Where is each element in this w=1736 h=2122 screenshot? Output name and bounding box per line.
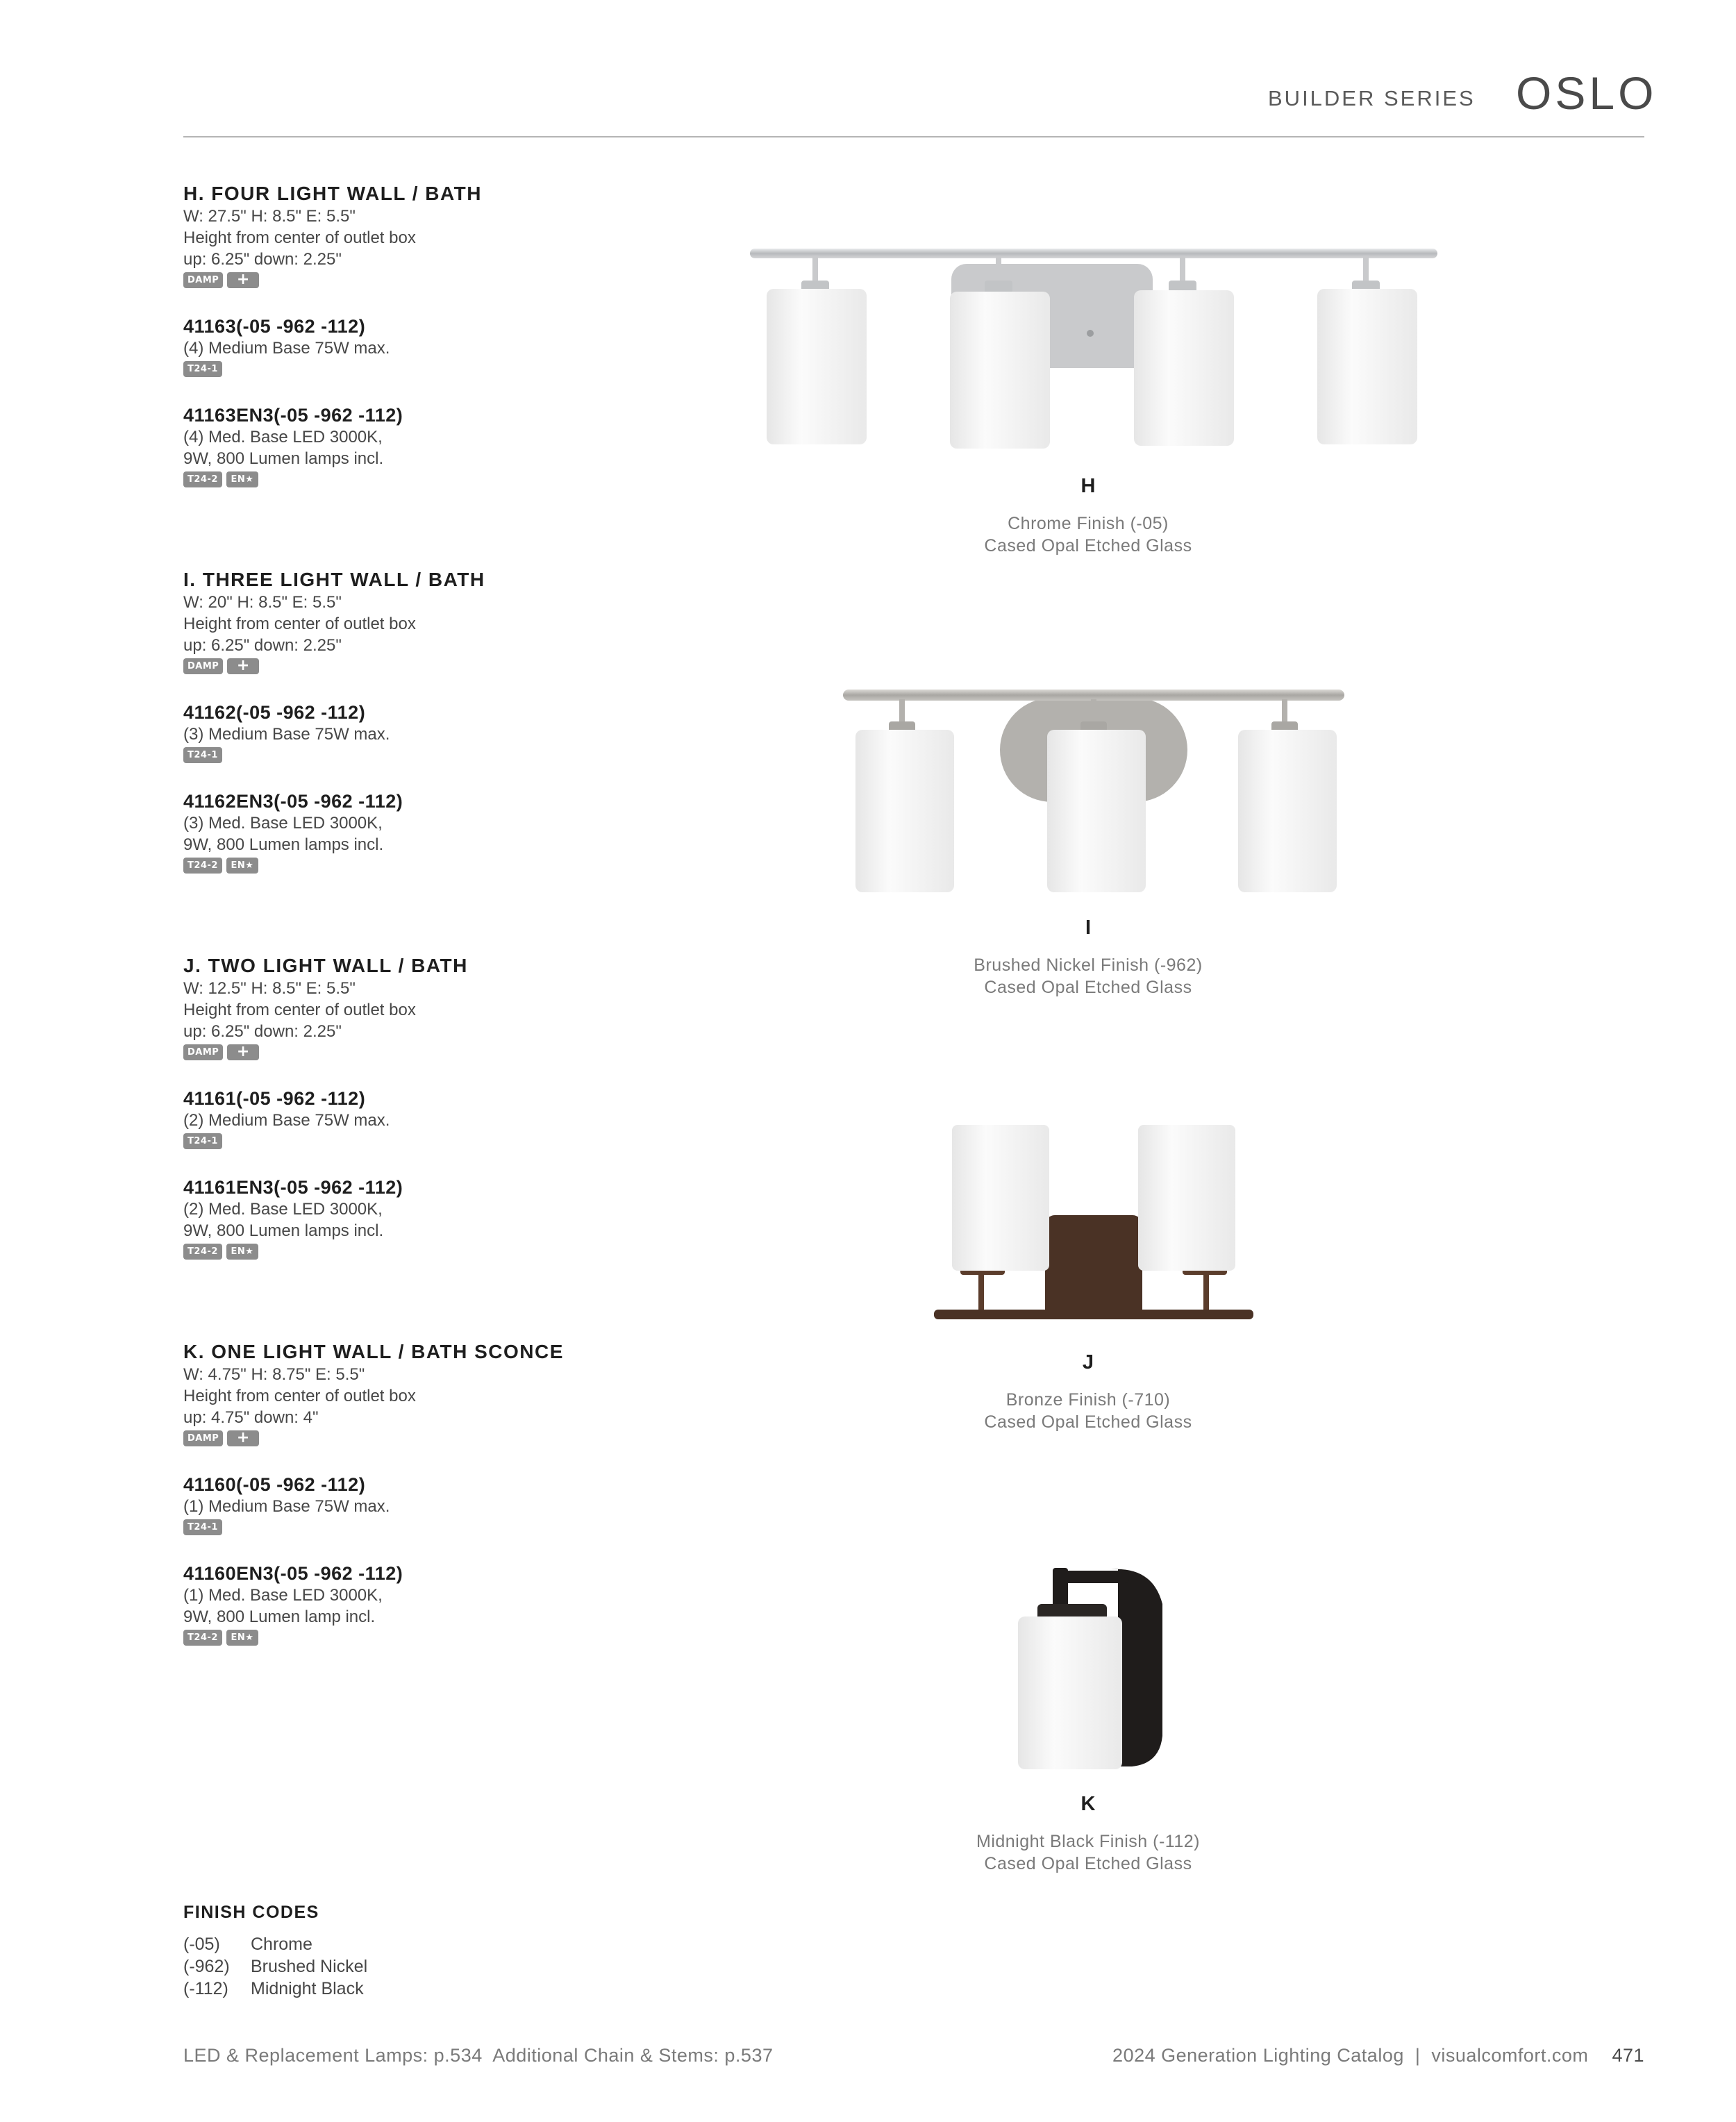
- fixture-i-image: [840, 684, 1347, 899]
- series-label: BUILDER SERIES: [1268, 86, 1476, 110]
- glass-type: Cased Opal Etched Glass: [984, 536, 1192, 555]
- energy-star-badge: EN★: [226, 858, 258, 874]
- model-badges: [183, 1630, 711, 1648]
- model-badges: [183, 361, 711, 379]
- damp-badge: DAMP: [183, 658, 223, 674]
- collection-title: OSLO: [1516, 67, 1658, 119]
- finish-name: Chrome Finish (-05): [1008, 514, 1169, 533]
- figure-caption: [845, 954, 1331, 999]
- glass-type: Cased Opal Etched Glass: [984, 1854, 1192, 1873]
- model-description-2: 9W, 800 Lumen lamps incl.: [183, 1221, 384, 1240]
- figure-letter: K: [1080, 1793, 1096, 1815]
- energy-star-badge: EN★: [226, 1244, 258, 1260]
- finish-name: Midnight Black Finish (-112): [976, 1832, 1200, 1851]
- model-badges: [183, 1133, 711, 1151]
- plus-badge: +: [227, 658, 259, 674]
- figure-letter: J: [1082, 1351, 1094, 1373]
- model-description: (2) Medium Base 75W max.: [183, 1111, 390, 1130]
- footer-catalog: [1112, 2045, 1644, 2066]
- model-number: 41161(-05 -962 -112): [183, 1088, 366, 1109]
- figure-letter: H: [1080, 475, 1096, 497]
- fixture-j-image: [934, 1125, 1253, 1333]
- figure-caption: [845, 1830, 1331, 1875]
- fixture-k-image: [1014, 1555, 1174, 1778]
- plus-badge: +: [227, 272, 259, 288]
- finish-code: (-112): [183, 1979, 228, 1998]
- outlet-height-values: up: 4.75" down: 4": [183, 1408, 319, 1427]
- energy-star-badge: EN★: [226, 1630, 258, 1646]
- model-badges: [183, 1519, 711, 1537]
- rating-badges: [183, 1044, 711, 1062]
- damp-badge: DAMP: [183, 1044, 223, 1060]
- model-number: 41160EN3(-05 -962 -112): [183, 1563, 403, 1584]
- model-description: (1) Med. Base LED 3000K,: [183, 1586, 383, 1605]
- outlet-height-label: Height from center of outlet box: [183, 1387, 416, 1405]
- model-description: (3) Medium Base 75W max.: [183, 725, 390, 744]
- product-title: I. THREE LIGHT WALL / BATH: [183, 569, 485, 590]
- t24-badge: T24-1: [183, 747, 222, 763]
- model-description-2: 9W, 800 Lumen lamps incl.: [183, 835, 384, 854]
- product-h-specs: [183, 182, 711, 490]
- model-description: (1) Medium Base 75W max.: [183, 1497, 390, 1516]
- finish-code: (-962): [183, 1957, 230, 1976]
- finish-code-row: [183, 1978, 367, 2000]
- model-number: 41162EN3(-05 -962 -112): [183, 791, 403, 812]
- finish-name: Brushed Nickel Finish (-962): [974, 955, 1203, 975]
- finish-code-name: Chrome: [251, 1935, 312, 1954]
- product-j-specs: [183, 954, 711, 1262]
- outlet-height-label: Height from center of outlet box: [183, 228, 416, 247]
- footer-references: LED & Replacement Lamps: p.534 Additional Chain & Stems: p.537: [183, 2045, 774, 2066]
- header-divider: [183, 136, 1644, 137]
- t24-badge: T24-1: [183, 1519, 222, 1535]
- model-badges: [183, 747, 711, 765]
- finish-code-name: Brushed Nickel: [251, 1957, 368, 1976]
- figure-caption: [845, 512, 1331, 557]
- model-badges: [183, 858, 711, 876]
- outlet-height-label: Height from center of outlet box: [183, 615, 416, 633]
- damp-badge: DAMP: [183, 1430, 223, 1446]
- model-number: 41160(-05 -962 -112): [183, 1474, 366, 1495]
- model-badges: [183, 471, 711, 490]
- finish-name: Bronze Finish (-710): [1005, 1390, 1171, 1410]
- outlet-height-label: Height from center of outlet box: [183, 1001, 416, 1019]
- dimensions: W: 4.75" H: 8.75" E: 5.5": [183, 1365, 365, 1384]
- dimensions: W: 20" H: 8.5" E: 5.5": [183, 593, 342, 612]
- damp-badge: DAMP: [183, 272, 223, 288]
- t24-badge: T24-1: [183, 361, 222, 377]
- t24-badge: T24-2: [183, 1244, 222, 1260]
- outlet-height-values: up: 6.25" down: 2.25": [183, 250, 342, 269]
- page-number: 471: [1612, 2045, 1644, 2066]
- finish-code-row: [183, 1955, 367, 1978]
- rating-badges: [183, 272, 711, 290]
- product-title: H. FOUR LIGHT WALL / BATH: [183, 183, 482, 204]
- finish-code-row: [183, 1933, 367, 1955]
- t24-badge: T24-2: [183, 858, 222, 874]
- figure-letter: I: [1085, 917, 1092, 939]
- fixture-h-image: [750, 236, 1437, 458]
- model-description: (4) Medium Base 75W max.: [183, 339, 390, 358]
- product-title: K. ONE LIGHT WALL / BATH SCONCE: [183, 1341, 564, 1362]
- dimensions: W: 12.5" H: 8.5" E: 5.5": [183, 979, 356, 998]
- figure-caption: [845, 1389, 1331, 1433]
- rating-badges: [183, 1430, 711, 1448]
- model-badges: [183, 1244, 711, 1262]
- model-description: (2) Med. Base LED 3000K,: [183, 1200, 383, 1219]
- t24-badge: T24-2: [183, 1630, 222, 1646]
- glass-type: Cased Opal Etched Glass: [984, 1412, 1192, 1432]
- glass-type: Cased Opal Etched Glass: [984, 978, 1192, 997]
- dimensions: W: 27.5" H: 8.5" E: 5.5": [183, 207, 356, 226]
- finish-code-name: Midnight Black: [251, 1979, 364, 1998]
- finish-codes-title: FINISH CODES: [183, 1903, 319, 1922]
- model-number: 41162(-05 -962 -112): [183, 702, 366, 723]
- model-number: 41163(-05 -962 -112): [183, 316, 366, 337]
- model-number: 41163EN3(-05 -962 -112): [183, 405, 403, 426]
- product-title: J. TWO LIGHT WALL / BATH: [183, 955, 468, 976]
- outlet-height-values: up: 6.25" down: 2.25": [183, 636, 342, 655]
- rating-badges: [183, 658, 711, 676]
- product-k-specs: [183, 1340, 711, 1648]
- product-i-specs: [183, 568, 711, 876]
- model-description: (3) Med. Base LED 3000K,: [183, 814, 383, 833]
- model-description-2: 9W, 800 Lumen lamps incl.: [183, 449, 384, 468]
- finish-code: (-05): [183, 1935, 220, 1954]
- t24-badge: T24-2: [183, 471, 222, 487]
- plus-badge: +: [227, 1430, 259, 1446]
- model-description-2: 9W, 800 Lumen lamp incl.: [183, 1607, 376, 1626]
- t24-badge: T24-1: [183, 1133, 222, 1149]
- model-description: (4) Med. Base LED 3000K,: [183, 428, 383, 446]
- energy-star-badge: EN★: [226, 471, 258, 487]
- model-number: 41161EN3(-05 -962 -112): [183, 1177, 403, 1198]
- footer-catalog-text: 2024 Generation Lighting Catalog | visualcomfort.com: [1112, 2045, 1589, 2066]
- outlet-height-values: up: 6.25" down: 2.25": [183, 1022, 342, 1041]
- finish-codes-list: [183, 1933, 367, 2000]
- plus-badge: +: [227, 1044, 259, 1060]
